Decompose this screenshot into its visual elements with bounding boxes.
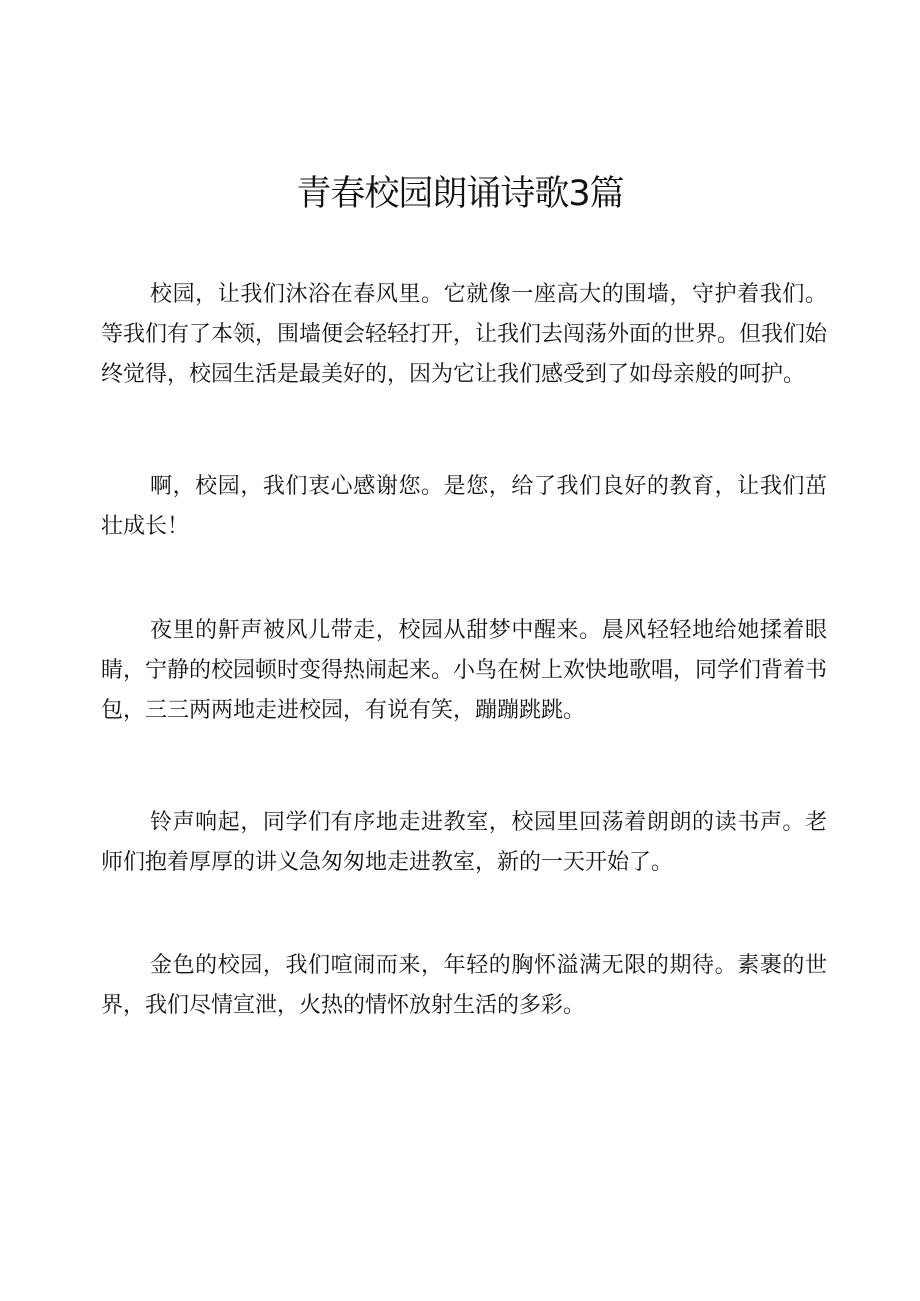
paragraph-4: 铃声响起，同学们有序地走进教室，校园里回荡着朗朗的读书声。老师们抱着厚厚的讲义急匆匆地走进教室，新的一天开始了。 — [101, 810, 827, 875]
paragraph-2: 啊，校园，我们衷心感谢您。是您，给了我们良好的教育，让我们茁壮成长！ — [101, 474, 827, 539]
paragraph-5: 金色的校园，我们喧闹而来，年轻的胸怀溢满无限的期待。素裹的世界，我们尽情宣泄，火热的情怀放射生活的多彩。 — [101, 953, 827, 1018]
document-title: 青春校园朗诵诗歌3篇 — [296, 174, 624, 214]
paragraph-1: 校园，让我们沐浴在春风里。它就像一座高大的围墙，守护着我们。等我们有了本领，围墙便会轻轻打开，让我们去闯荡外面的世界。但我们始终觉得，校园生活是最美好的，因为它让我们感受到了如母亲般的呵护。 — [101, 282, 828, 387]
paragraph-3: 夜里的鼾声被风儿带走，校园从甜梦中醒来。晨风轻轻地给她揉着眼睛，宁静的校园顿时变得热闹起来。小鸟在树上欢快地歌唱，同学们背着书包，三三两两地走进校园，有说有笑，蹦蹦跳跳。 — [101, 618, 828, 723]
